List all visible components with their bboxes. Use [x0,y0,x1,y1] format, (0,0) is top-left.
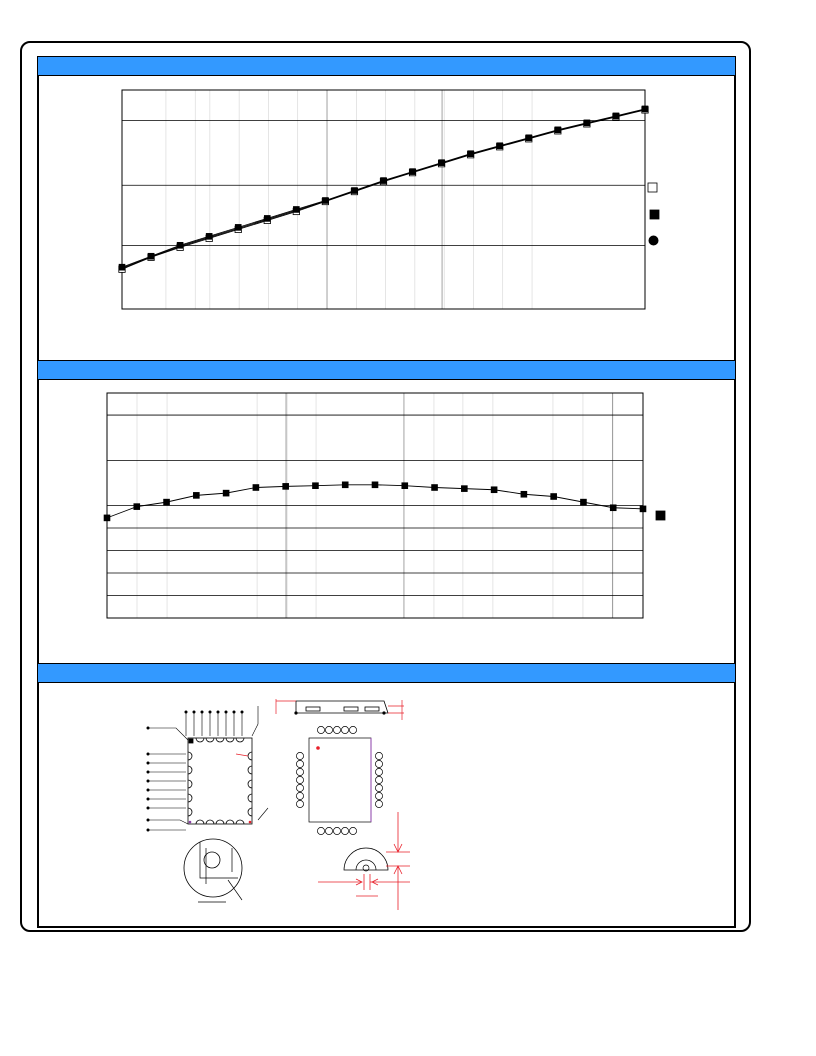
corner-leader [258,808,268,820]
castellation-top-row [196,738,244,742]
pads-top [317,726,356,733]
package-bottom-view [147,706,268,902]
corner-dot-left [189,821,192,824]
pin-arrow [236,754,248,756]
pad-dimension-horizontal [318,874,410,896]
detail-leader [228,880,242,900]
castellation-left-col [188,752,192,816]
pads-left [296,752,303,807]
leader-lines-left [147,727,188,831]
pad-detail-arc [344,848,388,870]
package-outline [188,738,252,824]
corner-dot-right [249,821,252,824]
package-side-view [276,699,404,720]
leader-lines-top [185,706,258,736]
footprint-outline [309,738,371,822]
castellation-right-col [248,752,252,816]
detail-castellation [204,852,220,868]
footprint-pin1-dot [316,746,320,750]
pin1-marker [189,739,193,743]
pads-right [375,752,382,807]
castellation-bottom-row [196,820,244,824]
pads-bottom [317,827,356,834]
land-pattern-view [296,726,410,910]
pad-dimension-vertical [386,812,410,910]
